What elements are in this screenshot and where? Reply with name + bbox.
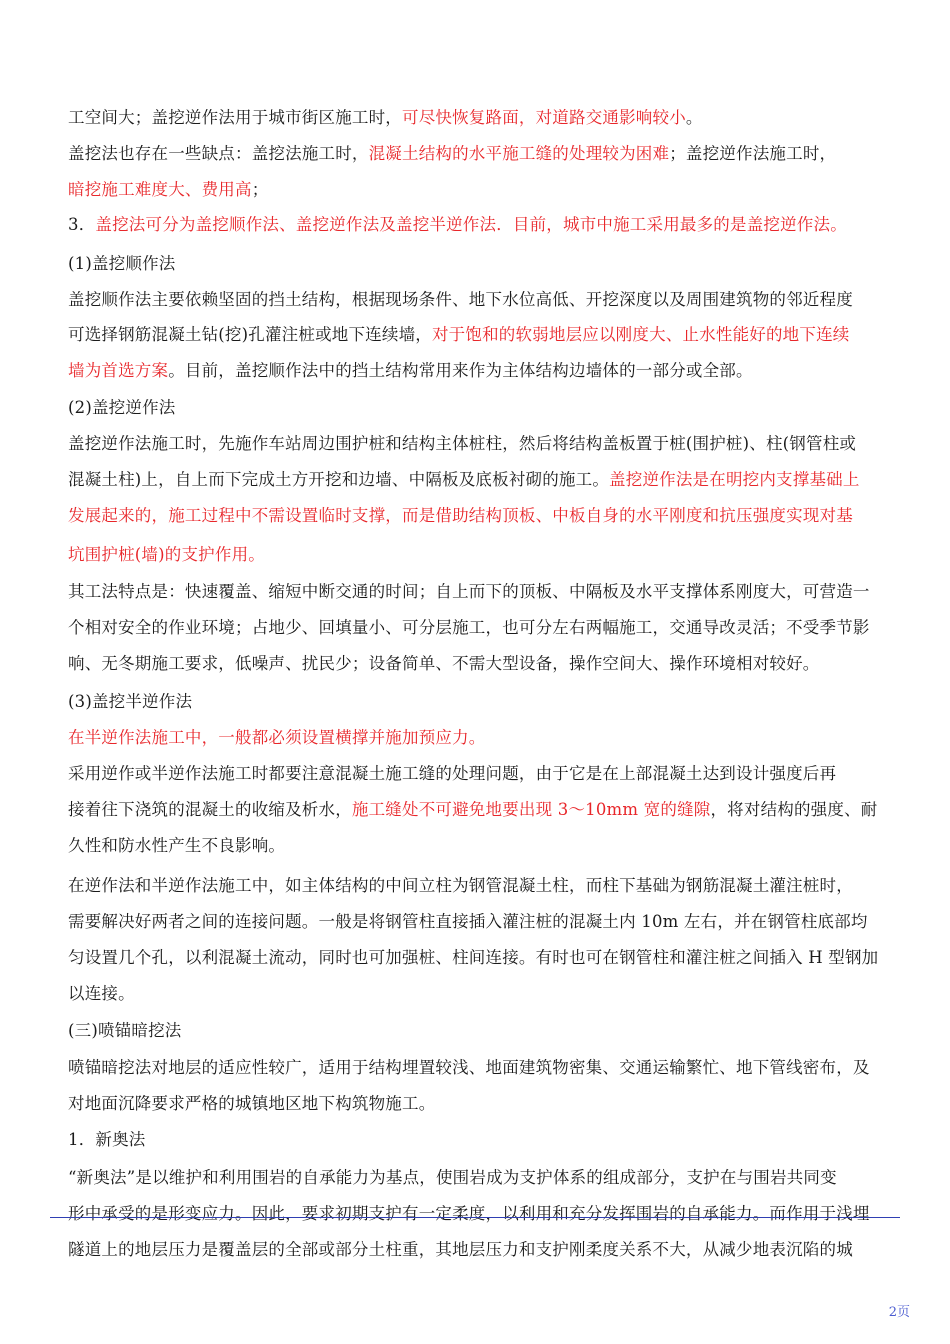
text-line xyxy=(68,355,753,387)
body-text: 对地面沉降要求严格的城镇地区地下构筑物施工。 xyxy=(68,1094,436,1113)
text-line xyxy=(68,686,192,718)
text-line xyxy=(68,906,868,938)
body-text: 混凝土柱)上，自上而下完成土方开挖和边墙、中隔板及底板衬砌的施工。 xyxy=(68,470,610,489)
body-text: 久性和防水性产生不良影响。 xyxy=(68,836,286,855)
text-line xyxy=(68,1015,181,1047)
text-line xyxy=(68,1198,870,1230)
body-text: (2)盖挖逆作法 xyxy=(68,398,176,417)
body-text: 形中承受的是形变应力。因此，要求初期支护有一定柔度，以利用和充分发挥围岩的自承能力。而作用于浅埋 xyxy=(68,1204,870,1223)
text-line xyxy=(68,722,486,754)
text-line xyxy=(68,102,703,134)
body-text: 工空间大；盖挖逆作法用于城市街区施工时， xyxy=(68,108,402,127)
text-line xyxy=(68,209,847,241)
text-line xyxy=(68,1234,853,1266)
body-text: 采用逆作或半逆作法施工时都要注意混凝土施工缝的处理问题，由于它是在上部混凝土达到设计强度后再 xyxy=(68,764,837,783)
body-text: 其工法特点是：快速覆盖、缩短中断交通的时间；自上而下的顶板、中隔板及水平支撑体系刚度大，可营造一 xyxy=(68,582,870,601)
text-line xyxy=(68,612,870,644)
highlighted-text: 盖挖逆作法是在明挖内支撑基础上 xyxy=(609,470,860,489)
body-text: 需要解决好两者之间的连接问题。一般是将钢管柱直接插入灌注桩的混凝土内 10m 左右，并在钢管柱底部均 xyxy=(68,912,868,931)
body-text: 匀设置几个孔，以利混凝土流动，同时也可加强桩、柱间连接。有时也可在钢管柱和灌注桩之间插入 H 型钢加 xyxy=(68,948,879,967)
body-text: 可选择钢筋混凝土钻(挖)孔灌注桩或地下连续墙， xyxy=(68,325,432,344)
body-text: ；盖挖逆作法施工时， xyxy=(669,144,837,163)
text-line xyxy=(68,428,856,460)
text-line xyxy=(68,1162,837,1194)
text-line xyxy=(68,978,135,1010)
text-line xyxy=(68,319,849,351)
text-line xyxy=(68,648,820,680)
body-text: 。 xyxy=(685,108,703,127)
body-text: 响、无冬期施工要求，低噪声、扰民少；设备简单、不需大型设备，操作空间大、操作环境相对较好。 xyxy=(68,654,820,673)
body-text: 盖挖逆作法施工时，先施作车站周边围护桩和结构主体桩柱，然后将结构盖板置于桩(围护桩)、柱(钢管柱或 xyxy=(68,434,857,453)
body-text: ； xyxy=(251,180,269,199)
highlighted-text: 坑围护桩(墙)的支护作用。 xyxy=(68,545,265,564)
body-text: “新奥法”是以维护和利用围岩的自承能力为基点，使围岩成为支护体系的组成部分，支护在与围岩共同变 xyxy=(68,1168,837,1187)
text-line xyxy=(68,576,870,608)
text-line xyxy=(68,392,175,424)
text-line xyxy=(68,870,853,902)
text-line xyxy=(68,830,285,862)
page-number: 2页 xyxy=(888,1305,910,1320)
text-line xyxy=(68,794,877,826)
text-line xyxy=(68,464,860,496)
body-text: ，将对结构的强度、耐 xyxy=(710,800,878,819)
body-text: 盖挖顺作法主要依赖坚固的挡土结构，根据现场条件、地下水位高低、开挖深度以及周围建筑物的邻近程度 xyxy=(68,290,853,309)
highlighted-text: 施工缝处不可避免地要出现 3～10mm 宽的缝隙 xyxy=(351,800,711,819)
body-text: 接着往下浇筑的混凝土的收缩及析水， xyxy=(68,800,352,819)
body-text: 隧道上的地层压力是覆盖层的全部或部分土柱重，其地层压力和支护刚柔度关系不大，从减少地表沉陷的城 xyxy=(68,1240,853,1259)
text-line xyxy=(68,1052,870,1084)
text-line xyxy=(68,539,265,571)
body-text: (3)盖挖半逆作法 xyxy=(68,692,193,711)
text-line xyxy=(68,248,175,280)
highlighted-text: 发展起来的，施工过程中不需设置临时支撑，而是借助结构顶板、中板自身的水平刚度和抗压强度实现对基 xyxy=(68,506,853,525)
text-line xyxy=(68,284,853,316)
highlighted-text: 在半逆作法施工中，一般都必须设置横撑并施加预应力。 xyxy=(68,728,486,747)
text-line xyxy=(68,942,878,974)
body-text: 3． xyxy=(68,215,96,234)
text-line xyxy=(68,758,836,790)
body-text: 以连接。 xyxy=(68,984,135,1003)
highlighted-text: 混凝土结构的水平施工缝的处理较为困难 xyxy=(368,144,670,163)
body-text: 在逆作法和半逆作法施工中，如主体结构的中间立柱为钢管混凝土柱，而柱下基础为钢筋混凝土灌注桩时， xyxy=(68,876,853,895)
footer-rule xyxy=(50,1217,900,1218)
text-line xyxy=(68,174,268,206)
text-line xyxy=(68,500,853,532)
body-text: 喷锚暗挖法对地层的适应性较广，适用于结构埋置较浅、地面建筑物密集、交通运输繁忙、地下管线密布，及 xyxy=(68,1058,870,1077)
highlighted-text: 可尽快恢复路面，对道路交通影响较小 xyxy=(402,108,686,127)
highlighted-text: 墙为首选方案 xyxy=(68,361,169,380)
highlighted-text: 对于饱和的软弱地层应以刚度大、止水性能好的地下连续 xyxy=(431,325,850,344)
body-text: 个相对安全的作业环境；占地少、回填量小、可分层施工，也可分左右两幅施工，交通导改灵活；不受季节影 xyxy=(68,618,870,637)
body-text: (三)喷锚暗挖法 xyxy=(68,1021,182,1040)
text-line xyxy=(68,1088,435,1120)
text-line xyxy=(68,1124,146,1156)
highlighted-text: 暗挖施工难度大、费用高 xyxy=(68,180,252,199)
body-text: 盖挖法也存在一些缺点：盖挖法施工时， xyxy=(68,144,369,163)
body-text: 。目前，盖挖顺作法中的挡土结构常用来作为主体结构边墙体的一部分或全部。 xyxy=(168,361,753,380)
highlighted-text: 盖挖法可分为盖挖顺作法、盖挖逆作法及盖挖半逆作法．目前，城市中施工采用最多的是盖挖逆作法。 xyxy=(95,215,847,234)
text-line xyxy=(68,138,836,170)
body-text: (1)盖挖顺作法 xyxy=(68,254,176,273)
body-text: 1．新奥法 xyxy=(68,1130,146,1149)
